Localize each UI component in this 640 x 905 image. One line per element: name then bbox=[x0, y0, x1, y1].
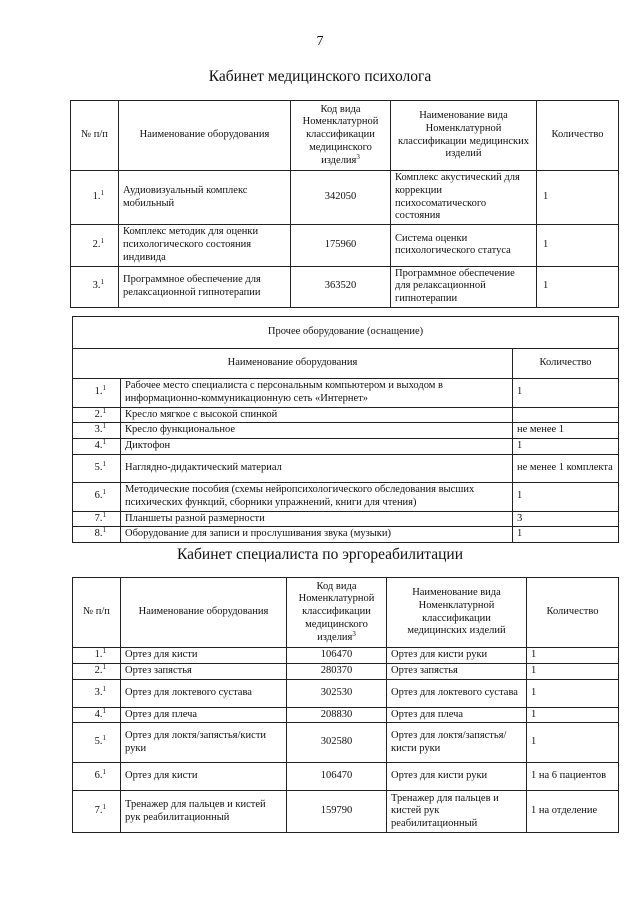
row-name: Аудиовизуальный комплекс мобильный bbox=[119, 171, 291, 225]
row-kind: Программное обеспечение для релаксационной гипнотерапии bbox=[391, 266, 537, 307]
row-qty: 1 bbox=[513, 439, 619, 455]
row-code: 175960 bbox=[291, 225, 391, 266]
table-row bbox=[73, 423, 619, 439]
row-name: Рабочее место специалиста с персональным компьютером и выходом в информационно-коммуникационную сеть «Интернет» bbox=[121, 379, 513, 408]
row-name: Ортез для плеча bbox=[121, 707, 287, 723]
table-row bbox=[73, 379, 619, 408]
row-code: 159790 bbox=[287, 791, 387, 833]
table-row bbox=[73, 791, 619, 833]
psychologist-equipment-table bbox=[70, 100, 619, 308]
row-kind: Тренажер для пальцев и кистей рук реабилитационный bbox=[387, 791, 527, 833]
row-num: 5.$^1$ bbox=[73, 454, 121, 482]
table-row bbox=[73, 679, 619, 707]
row-name: Ортез для кисти bbox=[121, 763, 287, 791]
row-num: 7.$^1$ bbox=[73, 511, 121, 527]
table-row bbox=[73, 407, 619, 423]
row-kind: Система оценки психологического статуса bbox=[391, 225, 537, 266]
row-name: Ортез запястья bbox=[121, 663, 287, 679]
row-num: 2.$^1$ bbox=[71, 225, 119, 266]
row-name: Ортез для кисти bbox=[121, 648, 287, 664]
header-name: Наименование оборудования bbox=[121, 578, 287, 648]
table-row bbox=[73, 648, 619, 664]
row-qty: не менее 1 bbox=[513, 423, 619, 439]
header-code: Код вида Номенклатурной классификации медицинского изделия$^3$ bbox=[291, 101, 391, 171]
table-row bbox=[73, 454, 619, 482]
row-name: Ортез для локтевого сустава bbox=[121, 679, 287, 707]
header-kind: Наименование вида Номенклатурной классификации медицинских изделий bbox=[387, 578, 527, 648]
header-qty: Количество bbox=[513, 349, 619, 379]
row-num: 1.$^1$ bbox=[73, 648, 121, 664]
row-num: 8.$^1$ bbox=[73, 527, 121, 543]
table-header-row bbox=[71, 101, 619, 171]
table-row bbox=[73, 482, 619, 511]
row-name: Диктофон bbox=[121, 439, 513, 455]
row-num: 1.$^1$ bbox=[73, 379, 121, 408]
row-qty: 1 на отделение bbox=[527, 791, 619, 833]
table-row bbox=[73, 663, 619, 679]
row-num: 5.$^1$ bbox=[73, 723, 121, 763]
header-qty: Количество bbox=[527, 578, 619, 648]
header-code: Код вида Номенклатурной классификации медицинского изделия$^3$ bbox=[287, 578, 387, 648]
row-qty: 3 bbox=[513, 511, 619, 527]
row-num: 4.$^1$ bbox=[73, 439, 121, 455]
row-code: 106470 bbox=[287, 763, 387, 791]
section-title-ergorehab: Кабинет специалиста по эргореабилитации bbox=[177, 546, 463, 563]
header-kind: Наименование вида Номенклатурной классификации медицинских изделий bbox=[391, 101, 537, 171]
table-row bbox=[71, 225, 619, 266]
table-row bbox=[71, 171, 619, 225]
header-num: № п/п bbox=[71, 101, 119, 171]
row-qty: 1 bbox=[527, 679, 619, 707]
row-name: Кресло мягкое с высокой спинкой bbox=[121, 407, 513, 423]
header-num: № п/п bbox=[73, 578, 121, 648]
row-code: 280370 bbox=[287, 663, 387, 679]
row-num: 6.$^1$ bbox=[73, 482, 121, 511]
row-code: 302580 bbox=[287, 723, 387, 763]
row-kind: Комплекс акустический для коррекции психосоматического состояния bbox=[391, 171, 537, 225]
row-num: 6.$^1$ bbox=[73, 763, 121, 791]
row-code: 208830 bbox=[287, 707, 387, 723]
row-name: Кресло функциональное bbox=[121, 423, 513, 439]
row-qty: 1 bbox=[527, 707, 619, 723]
row-qty: 1 bbox=[527, 723, 619, 763]
row-kind: Ортез запястья bbox=[387, 663, 527, 679]
other-equipment-title: Прочее оборудование (оснащение) bbox=[73, 317, 619, 349]
row-code: 342050 bbox=[291, 171, 391, 225]
row-qty: 1 bbox=[537, 266, 619, 307]
row-kind: Ортез для локтевого сустава bbox=[387, 679, 527, 707]
row-name: Тренажер для пальцев и кистей рук реабилитационный bbox=[121, 791, 287, 833]
row-kind: Ортез для кисти руки bbox=[387, 648, 527, 664]
row-qty: 1 bbox=[513, 527, 619, 543]
other-equipment-table bbox=[72, 316, 619, 543]
row-qty: не менее 1 комплекта bbox=[513, 454, 619, 482]
row-qty: 1 bbox=[527, 648, 619, 664]
row-qty: 1 bbox=[537, 225, 619, 266]
row-name: Ортез для локтя/запястья/кисти руки bbox=[121, 723, 287, 763]
row-name: Наглядно-дидактический материал bbox=[121, 454, 513, 482]
table-header-row bbox=[73, 349, 619, 379]
table-row bbox=[73, 511, 619, 527]
table-caption-row bbox=[73, 317, 619, 349]
row-num: 3.$^1$ bbox=[73, 423, 121, 439]
header-name: Наименование оборудования bbox=[73, 349, 513, 379]
row-qty: 1 bbox=[537, 171, 619, 225]
row-code: 363520 bbox=[291, 266, 391, 307]
row-qty: 1 bbox=[513, 379, 619, 408]
table-row bbox=[73, 527, 619, 543]
row-name: Программное обеспечение для релаксационной гипнотерапии bbox=[119, 266, 291, 307]
row-num: 2.$^1$ bbox=[73, 663, 121, 679]
row-num: 7.$^1$ bbox=[73, 791, 121, 833]
row-kind: Ортез для кисти руки bbox=[387, 763, 527, 791]
row-name: Комплекс методик для оценки психологического состояния индивида bbox=[119, 225, 291, 266]
header-name: Наименование оборудования bbox=[119, 101, 291, 171]
row-num: 2.$^1$ bbox=[73, 407, 121, 423]
row-name: Методические пособия (схемы нейропсихологического обследования высших психических функций, сборники упражнений, книги для чтения) bbox=[121, 482, 513, 511]
ergorehab-equipment-table bbox=[72, 577, 619, 833]
row-qty: 1 bbox=[513, 482, 619, 511]
header-qty: Количество bbox=[537, 101, 619, 171]
table-row bbox=[73, 763, 619, 791]
row-num: 1.$^1$ bbox=[71, 171, 119, 225]
table-header-row bbox=[73, 578, 619, 648]
row-kind: Ортез для локтя/запястья/кисти руки bbox=[387, 723, 527, 763]
row-name: Оборудование для записи и прослушивания звука (музыки) bbox=[121, 527, 513, 543]
row-num: 4.$^1$ bbox=[73, 707, 121, 723]
table-row bbox=[71, 266, 619, 307]
table-row bbox=[73, 439, 619, 455]
row-code: 106470 bbox=[287, 648, 387, 664]
row-qty bbox=[513, 407, 619, 423]
row-name: Планшеты разной размерности bbox=[121, 511, 513, 527]
page-number: 7 bbox=[316, 34, 324, 49]
row-kind: Ортез для плеча bbox=[387, 707, 527, 723]
table-row bbox=[73, 723, 619, 763]
row-qty: 1 bbox=[527, 663, 619, 679]
section-title-psychologist: Кабинет медицинского психолога bbox=[208, 68, 432, 85]
row-num: 3.$^1$ bbox=[73, 679, 121, 707]
row-code: 302530 bbox=[287, 679, 387, 707]
table-row bbox=[73, 707, 619, 723]
row-num: 3.$^1$ bbox=[71, 266, 119, 307]
row-qty: 1 на 6 пациентов bbox=[527, 763, 619, 791]
